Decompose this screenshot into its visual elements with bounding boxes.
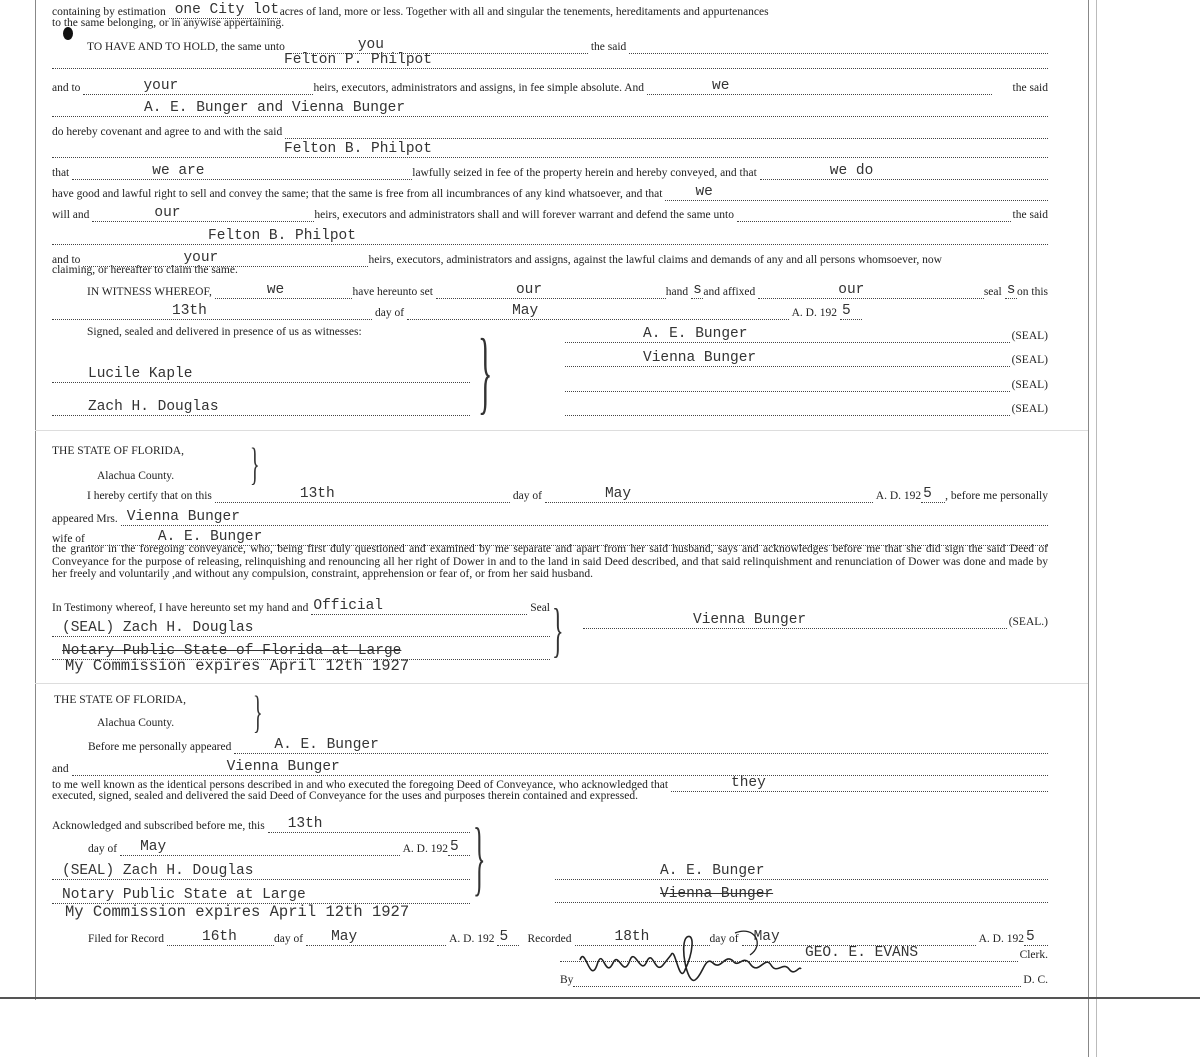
label: A. D. 192 [875, 490, 922, 502]
label: do hereby covenant and agree to and with the said [52, 126, 283, 138]
witness-line-2 [52, 399, 470, 416]
wife-name-field: Vienna Bunger [121, 509, 1048, 526]
label: day of [709, 933, 739, 945]
covenant-row [52, 122, 1048, 139]
grantors-row [52, 100, 1048, 117]
month-field: May [407, 303, 789, 320]
witness-label [87, 325, 362, 339]
grantee-pronoun-field: you [288, 37, 588, 54]
heirs-row [52, 78, 1048, 95]
appeared-row [88, 737, 1048, 754]
subscribed-row [52, 816, 470, 833]
field: s [693, 282, 702, 298]
field: we [647, 78, 992, 95]
brace: } [552, 600, 564, 665]
filed-year-field: 5 [497, 929, 519, 946]
label: day of [88, 843, 118, 855]
left-border [35, 0, 36, 1000]
date-row [52, 303, 862, 320]
field: your [83, 78, 313, 95]
label: claiming, or hereafter to claim the same. [52, 264, 238, 276]
signer-signature: Vienna Bunger [565, 350, 1010, 367]
year-field: 5 [448, 839, 470, 856]
label: will and [52, 209, 90, 221]
appertaining-line [52, 16, 284, 30]
label: that [52, 167, 70, 179]
right-border [1088, 0, 1089, 1057]
divider [35, 430, 1088, 431]
grantee-row [52, 52, 1048, 69]
label: Clerk. [1019, 949, 1048, 961]
label: and to [52, 254, 81, 266]
warrant-row [52, 205, 1048, 222]
label: on this [1017, 286, 1048, 298]
label: appeared Mrs. [52, 513, 118, 525]
label: to me well known as the identical persons described in and who executed the foregoing Deed of Conveyance, who acknowledged that [52, 779, 669, 791]
label: In Testimony whereof, I have hereunto set my hand and [52, 602, 309, 614]
label: and [52, 763, 69, 775]
day-field: 13th [268, 816, 470, 833]
grantors-field: A. E. Bunger and Vienna Bunger [52, 100, 1048, 117]
field: our [436, 282, 666, 299]
label: A. D. 192 [402, 843, 448, 855]
signer-line-4 [565, 399, 1048, 416]
label: THE STATE OF FLORIDA, [52, 445, 184, 457]
executed-line [52, 789, 638, 803]
signer-signature: A. E. Bunger [565, 326, 1010, 343]
witness-signature: Lucile Kaple [52, 366, 470, 383]
label: the said [1012, 82, 1048, 94]
grantor-field: Vienna Bunger [72, 759, 1048, 776]
lawful-right-row [52, 184, 1048, 201]
notary-signature-row [52, 620, 550, 637]
label: D. C. [1023, 974, 1048, 986]
label: day of [375, 307, 405, 319]
field: we [215, 282, 353, 299]
seized-row [52, 163, 1048, 180]
witness-whereof-row [87, 282, 1048, 299]
seal-label: (SEAL.) [1008, 616, 1048, 628]
label: Recorded [527, 933, 572, 945]
label: heirs, executors, administrators and assigns, in fee simple absolute. And [313, 82, 644, 94]
year-field: 5 [840, 303, 862, 320]
label: acres of land, more or less. Together with all and singular the tenements, hereditaments and appurtenances [279, 6, 769, 18]
blank-field [285, 122, 1048, 139]
label: By [560, 974, 574, 986]
grantee-name-field: Felton B. Philpot [52, 228, 1048, 245]
right-border-outer [1096, 0, 1097, 1057]
brace: } [253, 688, 263, 739]
label: the said [590, 41, 627, 53]
label: have good and lawful right to sell and convey the same; that the same is free from all incumbrances of any kind whatsoever, and that [52, 188, 663, 200]
label: I hereby certify that on this [87, 490, 212, 502]
ack-signer-row-1 [555, 863, 1048, 880]
grantee-row-3 [52, 228, 1048, 245]
label: wife of [52, 533, 85, 545]
year-field: 5 [921, 486, 945, 503]
field: we [665, 184, 1048, 201]
state-heading [52, 444, 184, 458]
month-field: May [120, 839, 400, 856]
label: THE STATE OF FLORIDA, [54, 694, 186, 706]
notary-signature: (SEAL) Zach H. Douglas [52, 863, 470, 880]
claiming-line [52, 263, 238, 277]
county-heading [97, 469, 174, 483]
day-field: 13th [215, 486, 510, 503]
signer-line-2 [565, 350, 1048, 367]
signer-signature: Vienna Bunger [555, 886, 1048, 903]
commission-expiry: My Commission expires April 12th 1927 [65, 903, 410, 921]
signer-signature [565, 399, 1010, 416]
label: Acknowledged and subscribed before me, this [52, 820, 265, 832]
month-field: May [545, 486, 873, 503]
seal-label: (SEAL) [1011, 403, 1048, 415]
brace: } [473, 812, 486, 905]
label: to the same belonging, or in anywise appertaining. [52, 17, 285, 29]
label: Signed, sealed and delivered in presence of us as witnesses: [87, 326, 362, 338]
seal-label: (SEAL) [1011, 330, 1048, 342]
label: A. D. 192 [978, 933, 1024, 945]
brace: } [250, 440, 260, 491]
signer-line-1 [565, 326, 1048, 343]
notary-title: Notary Public State at Large [52, 887, 470, 904]
filed-day-field: 16th [167, 929, 274, 946]
commission-line [65, 659, 409, 673]
field: your [83, 250, 368, 267]
label: A. D. 192 [449, 933, 495, 945]
field: we are [72, 163, 412, 180]
label: A. D. 192 [791, 307, 837, 319]
certify-row [87, 486, 1048, 503]
blank-field [737, 205, 1011, 222]
commission-expiry: My Commission expires April 12th 1927 [65, 657, 410, 675]
label: IN WITNESS WHEREOF, [87, 286, 212, 298]
label: seal [983, 286, 1002, 298]
divider [35, 683, 1088, 684]
field: s [1006, 282, 1016, 298]
recorded-day-field: 18th [575, 929, 710, 946]
signer-signature [565, 375, 1010, 392]
signer-signature: A. E. Bunger [555, 863, 1048, 880]
label: Seal [530, 602, 550, 614]
grantee-name-field: Felton P. Philpot [52, 52, 1048, 69]
seal-type-field: Official [311, 598, 527, 615]
dower-paragraph: the grantor in the foregoing conveyance, who, being first duly questioned and examined by me separate and apart from her said husband, says and acknowledges before me that she did sign the said Deed of Conveyance for the purpose of releasing, relinquishing and renouncing all her right of Dower in and to the land in said Deed described, and that said relinquishment and renunciation of Dower was done and made by her freely and voluntarily ,and without any compulsion, constraint, apprehension or fear of, or from her said husband. [52, 543, 1048, 580]
witness-line-1 [52, 366, 470, 383]
label: containing by estimation [52, 6, 166, 18]
notary-title: Notary Public State of Florida at Large [52, 643, 550, 660]
appeared-row [52, 509, 1048, 526]
filed-for-record-row [88, 929, 1048, 946]
ack-signer-row-2 [555, 886, 1048, 903]
clerk-name-field: GEO. E. EVANS [560, 945, 1018, 962]
grantor-field: A. E. Bunger [234, 737, 1048, 754]
label: day of [512, 490, 542, 502]
field: our [758, 282, 984, 299]
seal-label: (SEAL) [1011, 354, 1048, 366]
bottom-border [0, 997, 1200, 999]
label: Before me personally appeared [88, 741, 232, 753]
state-heading [54, 693, 186, 707]
grantee-row-2 [52, 141, 1048, 158]
dower-signer-row [583, 612, 1048, 629]
acreage-field: one City lot [169, 2, 280, 19]
recorded-month-field: May [742, 929, 976, 946]
day-field: 13th [52, 303, 372, 320]
label: Alachua County. [97, 717, 175, 729]
label: have hereunto set [352, 286, 433, 298]
brace: } [478, 322, 493, 425]
recorded-year-field: 5 [1024, 929, 1048, 946]
label: heirs, executors, administrators and assigns, against the lawful claims and demands of any and all persons whomsoever, now [368, 254, 942, 266]
signer-line-3 [565, 375, 1048, 392]
label: and to [52, 82, 81, 94]
label: Filed for Record [88, 933, 165, 945]
county-heading [97, 716, 174, 730]
label: the said [1012, 209, 1048, 221]
label: hand [665, 286, 689, 298]
filed-month-field: May [306, 929, 446, 946]
testimony-row [52, 598, 550, 615]
witness-signature: Zach H. Douglas [52, 399, 470, 416]
deputy-clerk-signature [575, 925, 805, 995]
day-of-row [88, 839, 470, 856]
notary-signature-row [52, 863, 470, 880]
commission-line [65, 905, 409, 919]
label: day of [274, 933, 304, 945]
notary-title-row [52, 887, 470, 904]
label: , before me personally [945, 490, 1048, 502]
seal-label: (SEAL) [1011, 379, 1048, 391]
label: and affixed [703, 286, 756, 298]
label: Alachua County. [97, 470, 175, 482]
husband-name-field: A. E. Bunger [88, 529, 1048, 546]
and-row [52, 759, 1048, 776]
field: they [671, 775, 1048, 792]
grantee-name-field: Felton B. Philpot [52, 141, 1048, 158]
field: our [92, 205, 314, 222]
label: heirs, executors and administrators shall and will forever warrant and defend the same unto [314, 209, 734, 221]
notary-signature: (SEAL) Zach H. Douglas [52, 620, 550, 637]
label: TO HAVE AND TO HOLD, the same unto [87, 41, 285, 53]
label: lawfully seized in fee of the property herein and hereby conveyed, and that [412, 167, 757, 179]
signer-signature: Vienna Bunger [583, 612, 1007, 629]
label: executed, signed, sealed and delivered the said Deed of Conveyance for the uses and purposes therein contained and expressed. [52, 790, 638, 802]
field: we do [760, 163, 1048, 180]
